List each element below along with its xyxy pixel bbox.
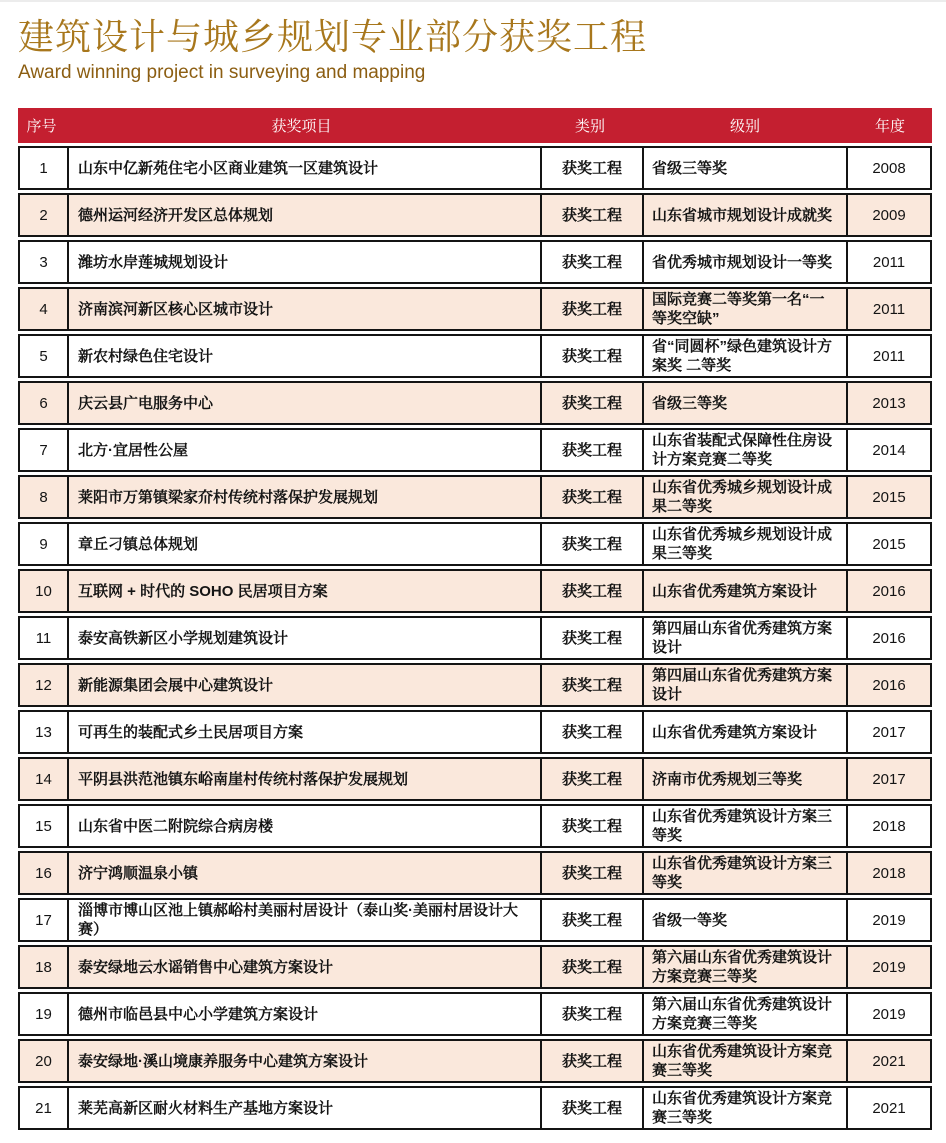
category-cell: 获奖工程 [540, 712, 642, 752]
page-title: 建筑设计与城乡规划专业部分获奖工程 [18, 16, 648, 57]
row-index-cell: 12 [35, 676, 52, 694]
project-name-cell: 德州运河经济开发区总体规划 [67, 195, 540, 235]
col-header-index: 序号 [26, 118, 57, 136]
table-body [18, 146, 932, 1130]
table-row [18, 804, 932, 848]
awards-table [18, 108, 932, 1130]
category-cell: 获奖工程 [540, 524, 642, 564]
category-cell: 获奖工程 [540, 571, 642, 611]
table-row [18, 710, 932, 754]
row-index-cell: 20 [35, 1052, 52, 1070]
project-name-cell: 泰安高铁新区小学规划建筑设计 [67, 618, 540, 658]
project-name-cell: 莱阳市万第镇梁家夼村传统村落保护发展规划 [67, 477, 540, 517]
table-row [18, 992, 932, 1036]
table-row [18, 569, 932, 613]
year-cell: 2018 [846, 853, 930, 893]
year-cell: 2014 [846, 430, 930, 470]
row-index-cell: 18 [35, 958, 52, 976]
table-row [18, 1086, 932, 1130]
award-level-cell: 第四届山东省优秀建筑方案设计 [642, 665, 846, 705]
table-row [18, 522, 932, 566]
award-level-cell: 山东省优秀城乡规划设计成果二等奖 [642, 477, 846, 517]
project-name-cell: 互联网 + 时代的 SOHO 民居项目方案 [67, 571, 540, 611]
award-level-cell: 山东省优秀建筑设计方案三等奖 [642, 806, 846, 846]
category-cell: 获奖工程 [540, 994, 642, 1034]
row-index-cell: 14 [35, 770, 52, 788]
row-index-cell: 6 [39, 394, 48, 412]
project-name-cell: 新能源集团会展中心建筑设计 [67, 665, 540, 705]
category-cell: 获奖工程 [540, 1088, 642, 1128]
year-cell: 2013 [846, 383, 930, 423]
project-name-cell: 可再生的装配式乡土民居项目方案 [67, 712, 540, 752]
row-index-cell: 16 [35, 864, 52, 882]
category-cell: 获奖工程 [540, 665, 642, 705]
award-level-cell: 第六届山东省优秀建筑设计方案竞赛三等奖 [642, 994, 846, 1034]
award-level-cell: 山东省优秀建筑设计方案竞赛三等奖 [642, 1041, 846, 1081]
category-cell: 获奖工程 [540, 430, 642, 470]
year-cell: 2015 [846, 524, 930, 564]
category-cell: 获奖工程 [540, 383, 642, 423]
year-cell: 2021 [846, 1041, 930, 1081]
category-cell: 获奖工程 [540, 477, 642, 517]
year-cell: 2019 [846, 947, 930, 987]
table-row [18, 193, 932, 237]
row-index-cell: 11 [35, 629, 52, 647]
table-row [18, 898, 932, 942]
award-level-cell: 山东省城市规划设计成就奖 [642, 195, 846, 235]
project-name-cell: 山东省中医二附院综合病房楼 [67, 806, 540, 846]
project-name-cell: 北方·宜居性公屋 [67, 430, 540, 470]
table-row [18, 475, 932, 519]
row-index-cell: 2 [39, 206, 48, 224]
row-index-cell: 3 [39, 253, 48, 271]
award-level-cell: 省“同圆杯”绿色建筑设计方案奖 二等奖 [642, 336, 846, 376]
table-header-row [18, 108, 932, 143]
row-index-cell: 1 [39, 159, 48, 177]
year-cell: 2011 [846, 242, 930, 282]
project-name-cell: 潍坊水岸莲城规划设计 [67, 242, 540, 282]
award-level-cell: 山东省优秀建筑设计方案竞赛三等奖 [642, 1088, 846, 1128]
project-name-cell: 章丘刁镇总体规划 [67, 524, 540, 564]
award-level-cell: 山东省优秀城乡规划设计成果三等奖 [642, 524, 846, 564]
award-level-cell: 省级三等奖 [642, 148, 846, 188]
project-name-cell: 济南滨河新区核心区城市设计 [67, 289, 540, 329]
award-level-cell: 山东省优秀建筑方案设计 [642, 712, 846, 752]
year-cell: 2016 [846, 665, 930, 705]
row-index-cell: 4 [39, 300, 48, 318]
table-row [18, 381, 932, 425]
col-header-category: 类别 [574, 118, 605, 136]
row-index-cell: 19 [35, 1005, 52, 1023]
col-header-project: 获奖项目 [271, 118, 332, 136]
table-row [18, 240, 932, 284]
col-header-level: 级别 [729, 118, 760, 136]
project-name-cell: 平阴县洪范池镇东峪南崖村传统村落保护发展规划 [67, 759, 540, 799]
row-index-cell: 21 [35, 1099, 52, 1117]
year-cell: 2011 [846, 336, 930, 376]
project-name-cell: 济宁鸿顺温泉小镇 [67, 853, 540, 893]
row-index-cell: 7 [39, 441, 48, 459]
award-level-cell: 山东省装配式保障性住房设计方案竞赛二等奖 [642, 430, 846, 470]
year-cell: 2009 [846, 195, 930, 235]
award-level-cell: 省级一等奖 [642, 900, 846, 940]
project-name-cell: 庆云县广电服务中心 [67, 383, 540, 423]
row-index-cell: 10 [35, 582, 52, 600]
year-cell: 2018 [846, 806, 930, 846]
category-cell: 获奖工程 [540, 947, 642, 987]
award-level-cell: 国际竞赛二等奖第一名“一等奖空缺” [642, 289, 846, 329]
award-level-cell: 省级三等奖 [642, 383, 846, 423]
project-name-cell: 新农村绿色住宅设计 [67, 336, 540, 376]
award-level-cell: 济南市优秀规划三等奖 [642, 759, 846, 799]
category-cell: 获奖工程 [540, 618, 642, 658]
category-cell: 获奖工程 [540, 242, 642, 282]
table-row [18, 663, 932, 707]
project-name-cell: 泰安绿地·溪山境康养服务中心建筑方案设计 [67, 1041, 540, 1081]
table-row [18, 334, 932, 378]
year-cell: 2008 [846, 148, 930, 188]
award-level-cell: 山东省优秀建筑设计方案三等奖 [642, 853, 846, 893]
row-index-cell: 8 [39, 488, 48, 506]
table-row [18, 945, 932, 989]
category-cell: 获奖工程 [540, 336, 642, 376]
award-level-cell: 省优秀城市规划设计一等奖 [642, 242, 846, 282]
project-name-cell: 淄博市博山区池上镇郝峪村美丽村居设计（泰山奖·美丽村居设计大赛） [67, 900, 540, 940]
category-cell: 获奖工程 [540, 759, 642, 799]
table-row [18, 428, 932, 472]
year-cell: 2021 [846, 1088, 930, 1128]
row-index-cell: 5 [39, 347, 48, 365]
category-cell: 获奖工程 [540, 853, 642, 893]
project-name-cell: 莱芜高新区耐火材料生产基地方案设计 [67, 1088, 540, 1128]
table-row [18, 146, 932, 190]
category-cell: 获奖工程 [540, 289, 642, 329]
year-cell: 2015 [846, 477, 930, 517]
page-subtitle: Award winning project in surveying and mapping [18, 62, 426, 84]
category-cell: 获奖工程 [540, 806, 642, 846]
project-name-cell: 德州市临邑县中心小学建筑方案设计 [67, 994, 540, 1034]
row-index-cell: 17 [35, 911, 52, 929]
year-cell: 2017 [846, 759, 930, 799]
category-cell: 获奖工程 [540, 1041, 642, 1081]
row-index-cell: 13 [35, 723, 52, 741]
year-cell: 2011 [846, 289, 930, 329]
row-index-cell: 15 [35, 817, 52, 835]
page-top-edge [0, 0, 946, 2]
award-level-cell: 山东省优秀建筑方案设计 [642, 571, 846, 611]
table-row [18, 1039, 932, 1083]
row-index-cell: 9 [39, 535, 48, 553]
category-cell: 获奖工程 [540, 195, 642, 235]
year-cell: 2016 [846, 618, 930, 658]
table-row [18, 757, 932, 801]
project-name-cell: 山东中亿新苑住宅小区商业建筑一区建筑设计 [67, 148, 540, 188]
year-cell: 2016 [846, 571, 930, 611]
project-name-cell: 泰安绿地云水谣销售中心建筑方案设计 [67, 947, 540, 987]
award-level-cell: 第六届山东省优秀建筑设计方案竞赛三等奖 [642, 947, 846, 987]
year-cell: 2017 [846, 712, 930, 752]
table-row [18, 616, 932, 660]
category-cell: 获奖工程 [540, 900, 642, 940]
col-header-year: 年度 [874, 118, 905, 136]
category-cell: 获奖工程 [540, 148, 642, 188]
award-level-cell: 第四届山东省优秀建筑方案设计 [642, 618, 846, 658]
year-cell: 2019 [846, 900, 930, 940]
table-row [18, 287, 932, 331]
year-cell: 2019 [846, 994, 930, 1034]
table-row [18, 851, 932, 895]
